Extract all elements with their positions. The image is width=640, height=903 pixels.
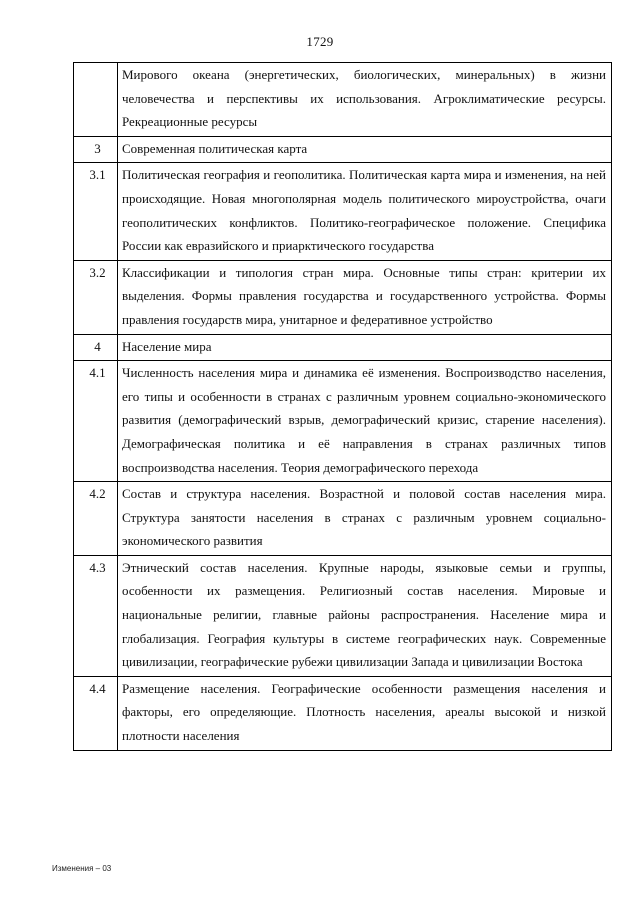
row-number: 3.2: [74, 260, 118, 334]
row-number: 4: [74, 334, 118, 361]
table-row: [74, 676, 612, 750]
section-heading: Население мира: [118, 334, 612, 361]
row-number: 4.4: [74, 676, 118, 750]
footer-revision-note: Изменения – 03: [52, 864, 112, 873]
section-heading: Современная политическая карта: [118, 136, 612, 163]
row-content: Политическая география и геополитика. Политическая карта мира и изменения, на ней происходящие. Новая многополярная модель политического мироустройства, очаги геополитических конфликтов. Политико-географическое положение. Специфика России как евразийского и приарктического государства: [118, 163, 612, 260]
table-row: [74, 482, 612, 556]
syllabus-table: [73, 62, 612, 751]
row-content: Мирового океана (энергетических, биологических, минеральных) в жизни человечества и перспективы их использования. Агроклиматические ресурсы. Рекреационные ресурсы: [118, 63, 612, 137]
table-row: [74, 555, 612, 676]
table-row: [74, 63, 612, 137]
row-content: Размещение населения. Географические особенности размещения населения и факторы, его определяющие. Плотность населения, ареалы высокой и низкой плотности населения: [118, 676, 612, 750]
table-row: [74, 334, 612, 361]
table-row: [74, 163, 612, 260]
row-content: Этнический состав населения. Крупные народы, языковые семьи и группы, особенности их размещения. Религиозный состав населения. Мировые и национальные религии, главные районы распространения. Население мира и глобализация. География культуры в системе географических наук. Современные цивилизации, географические рубежи цивилизации Запада и цивилизации Востока: [118, 555, 612, 676]
row-number: 3: [74, 136, 118, 163]
row-number: 3.1: [74, 163, 118, 260]
row-content: Классификации и типология стран мира. Основные типы стран: критерии их выделения. Формы правления государства и государственного устройства. Формы правления государств мира, унитарное и федеративное устройство: [118, 260, 612, 334]
row-content: Состав и структура населения. Возрастной и половой состав населения мира. Структура занятости населения в странах с различным уровнем социально-экономического развития: [118, 482, 612, 556]
row-number: 4.3: [74, 555, 118, 676]
row-number: 4.2: [74, 482, 118, 556]
row-content: Численность населения мира и динамика её изменения. Воспроизводство населения, его типы и особенности в странах с различным уровнем социально-экономического развития (демографический взрыв, демографический кризис, старение населения). Демографическая политика и её направления в странах различных типов воспроизводства населения. Теория демографического перехода: [118, 361, 612, 482]
table-row: [74, 136, 612, 163]
table-row: [74, 260, 612, 334]
row-number: [74, 63, 118, 137]
page-number: 1729: [306, 34, 334, 49]
table-row: [74, 361, 612, 482]
row-number: 4.1: [74, 361, 118, 482]
